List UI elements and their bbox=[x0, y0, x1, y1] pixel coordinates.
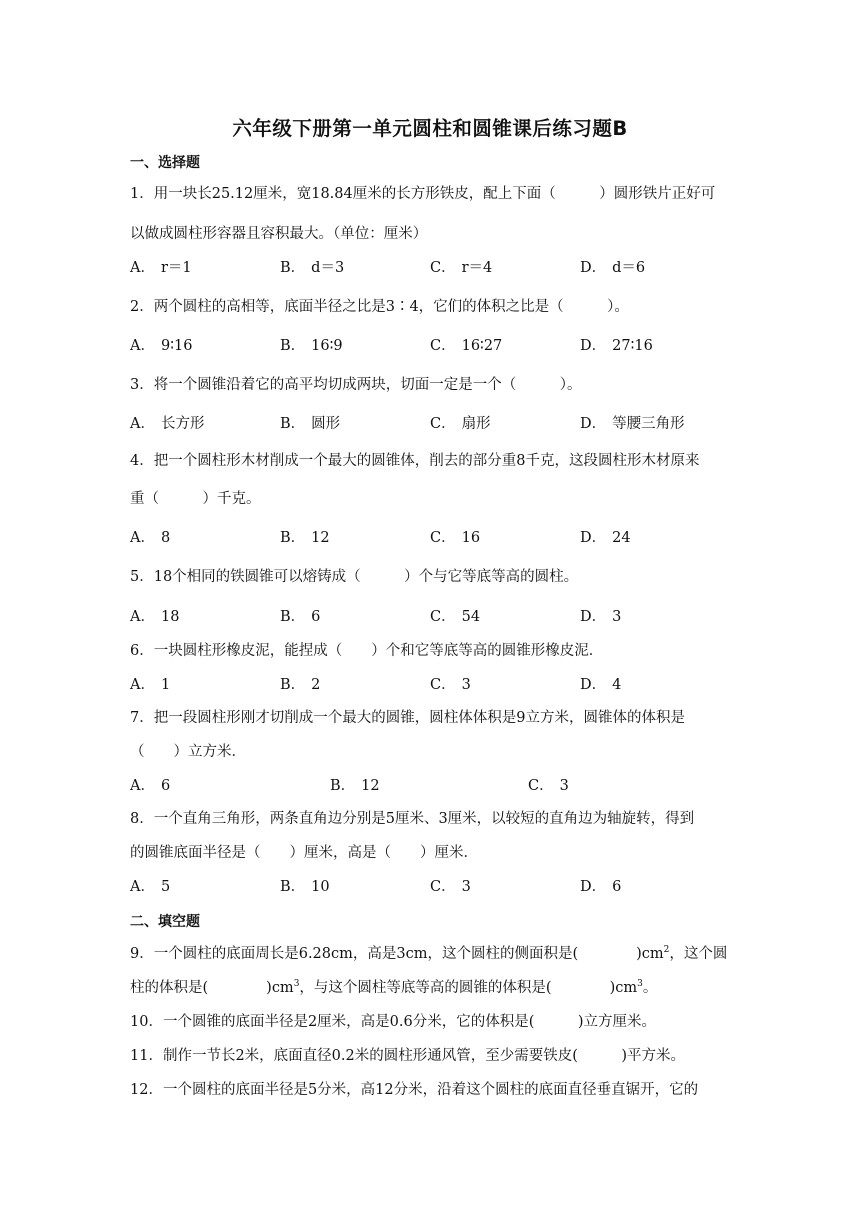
question-7-line-2: （ ）立方米． bbox=[130, 744, 246, 760]
question-11-line-1: 11．制作一节长2米，底面直径0.2米的圆柱形通风管，至少需要铁皮( )平方米。 bbox=[130, 1048, 686, 1064]
option-b: B． 12 bbox=[280, 530, 330, 546]
option-b: B． 2 bbox=[280, 677, 321, 693]
question-4-options bbox=[130, 528, 730, 548]
option-c: C． 16∶27 bbox=[430, 338, 503, 354]
question-8-line-1: 8．一个直角三角形，两条直角边分别是5厘米、3厘米，以较短的直角边为轴旋转，得到 bbox=[130, 811, 695, 827]
question-2-line-1: 2．两个圆柱的高相等，底面半径之比是3∶4，它们的体积之比是（ ）。 bbox=[130, 299, 629, 315]
question-3-line-1: 3．将一个圆锥沿着它的高平均切成两块，切面一定是一个（ ）。 bbox=[130, 377, 582, 393]
option-a: A． 5 bbox=[130, 879, 171, 895]
option-c: C． r＝4 bbox=[430, 260, 493, 276]
option-b: B． 10 bbox=[280, 879, 330, 895]
question-1-line-2: 以做成圆柱形容器且容积最大。（单位：厘米） bbox=[130, 226, 428, 242]
question-10-line-1: 10．一个圆锥的底面半径是2厘米，高是0.6分米，它的体积是( )立方厘米。 bbox=[130, 1014, 657, 1030]
question-2-options bbox=[130, 336, 730, 356]
option-b: B． 16∶9 bbox=[280, 338, 343, 354]
question-8-line-2: 的圆锥底面半径是（ ）厘米，高是（ ）厘米． bbox=[130, 845, 478, 861]
question-8-options bbox=[130, 877, 730, 897]
option-d: D． 4 bbox=[580, 677, 622, 693]
option-a: A． 1 bbox=[130, 677, 171, 693]
question-3-options bbox=[130, 414, 730, 434]
question-5-options bbox=[130, 607, 730, 627]
question-7-options bbox=[130, 776, 730, 796]
option-b: B． 6 bbox=[280, 609, 321, 625]
option-d: D． 3 bbox=[580, 609, 622, 625]
option-b: B． 圆形 bbox=[280, 416, 341, 432]
question-7-line-1: 7．把一段圆柱形刚才切削成一个最大的圆锥，圆柱体体积是9立方米，圆锥体的体积是 bbox=[130, 710, 685, 726]
option-b: B． d＝3 bbox=[280, 260, 345, 276]
option-d: D． 6 bbox=[580, 879, 622, 895]
option-a: A． 9∶16 bbox=[130, 338, 193, 354]
option-c: C． 扇形 bbox=[430, 416, 491, 432]
question-9-line-1: 9．一个圆柱的底面周长是6.28cm，高是3cm，这个圆柱的侧面积是( )$cm^2$，这个圆 bbox=[130, 945, 728, 962]
option-c: C． 16 bbox=[430, 530, 481, 546]
option-a: A． r＝1 bbox=[130, 260, 192, 276]
question-5-line-1: 5．18个相同的铁圆锥可以熔铸成（ ）个与它等底等高的圆柱。 bbox=[130, 569, 579, 585]
question-6-line-1: 6．一块圆柱形橡皮泥，能捏成（ ）个和它等底等高的圆锥形橡皮泥． bbox=[130, 643, 604, 659]
option-c: C． 3 bbox=[430, 879, 471, 895]
question-6-options bbox=[130, 675, 730, 695]
option-d: D． 27∶16 bbox=[580, 338, 653, 354]
option-d: D． d＝6 bbox=[580, 260, 646, 276]
option-d: D． 24 bbox=[580, 530, 631, 546]
option-a: A． 6 bbox=[130, 778, 171, 794]
page-title: 六年级下册第一单元圆柱和圆锥课后练习题B bbox=[232, 117, 628, 140]
option-b: B． 12 bbox=[330, 778, 380, 794]
option-d: D． 等腰三角形 bbox=[580, 416, 685, 432]
question-4-line-2: 重（ ）千克。 bbox=[130, 491, 261, 507]
option-c: C． 3 bbox=[528, 778, 569, 794]
question-1-options bbox=[130, 258, 730, 278]
section-heading-choice: 一、选择题 bbox=[130, 155, 200, 171]
option-c: C． 3 bbox=[430, 677, 471, 693]
option-a: A． 8 bbox=[130, 530, 171, 546]
section-heading-fill: 二、填空题 bbox=[130, 914, 200, 930]
question-9-line-2: 柱的体积是( )$cm^3$，与这个圆柱等底等高的圆锥的体积是( )$cm^3$。 bbox=[130, 979, 658, 996]
option-c: C． 54 bbox=[430, 609, 481, 625]
question-12-line-1: 12．一个圆柱的底面半径是5分米，高12分米，沿着这个圆柱的底面直径垂直锯开，它的 bbox=[130, 1082, 699, 1098]
question-4-line-1: 4．把一个圆柱形木材削成一个最大的圆锥体，削去的部分重8千克，这段圆柱形木材原来 bbox=[130, 453, 700, 469]
question-1-line-1: 1．用一块长25.12厘米，宽18.84厘米的长方形铁皮，配上下面（ ）圆形铁片正好可 bbox=[130, 186, 716, 202]
option-a: A． 18 bbox=[130, 609, 180, 625]
option-a: A． 长方形 bbox=[130, 416, 205, 432]
